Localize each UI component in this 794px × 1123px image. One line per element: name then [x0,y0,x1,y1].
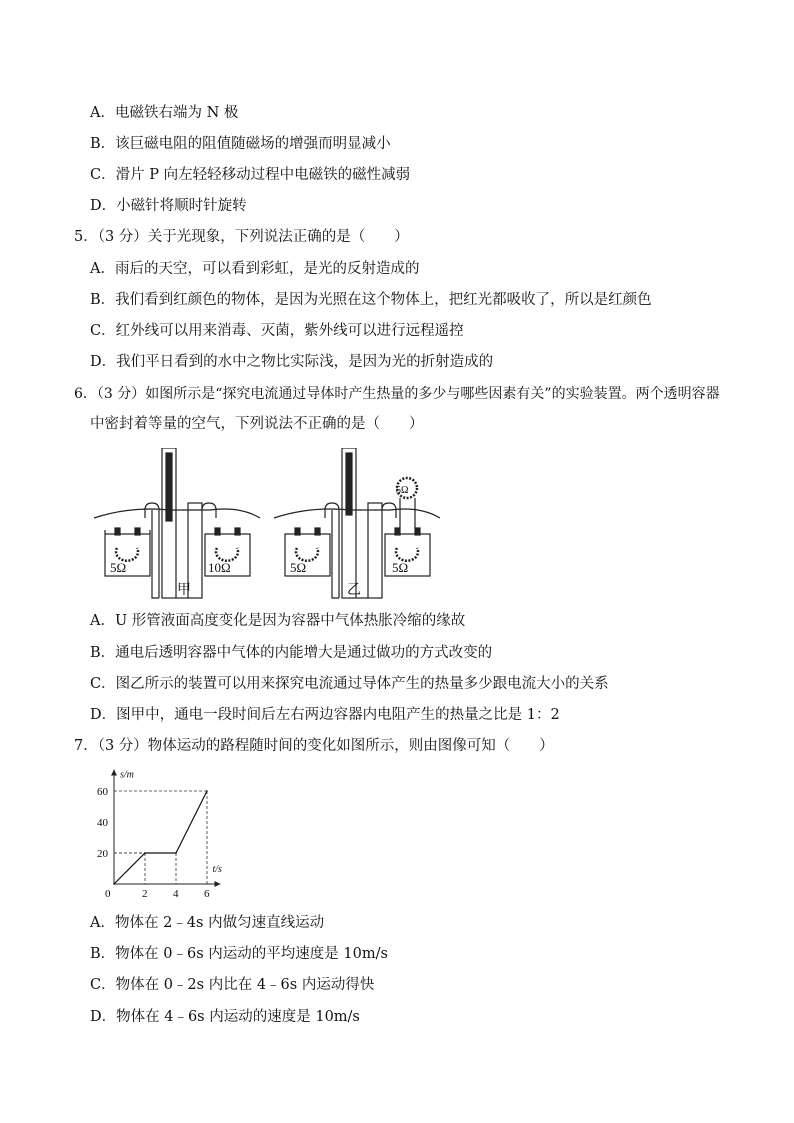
q5-option-a: A．雨后的天空，可以看到彩虹，是光的反射造成的 [90,261,420,277]
x-axis-arrow [215,881,221,887]
x-tick-label: 0 [105,888,111,900]
q7-option-c: C．物体在 0﹣2s 内比在 4﹣6s 内运动得快 [90,977,375,993]
y-tick-label: 40 [97,817,108,829]
series-line [114,791,207,884]
heating-coil-left-yi [296,548,318,561]
q5-stem: 5．（3 分）关于光现象，下列说法正确的是（ ） [74,229,409,245]
q6-option-b: B．通电后透明容器中气体的内能增大是通过做功的方式改变的 [90,645,493,661]
resistor-label-parallel-yi: 5Ω [396,485,409,496]
s-t-graph [96,766,246,901]
q6-apparatus-figure [90,448,440,603]
x-tick-label: 2 [142,888,148,900]
q7-option-b: B．物体在 0﹣6s 内运动的平均速度是 10m/s [90,946,388,962]
data-point [206,790,208,792]
y-tick-label: 60 [97,786,108,798]
heating-coil-right-jia [216,548,238,561]
q6-option-a: A．U 形管液面高度变化是因为容器中气体热胀冷缩的缘故 [90,613,466,629]
data-point [113,883,115,885]
resistor-label-left-jia: 5Ω [110,560,127,575]
q4-option-d: D．小磁针将顺时针旋转 [90,198,247,214]
u-tube-right-yi [368,503,382,598]
heating-coil-left-jia [116,548,138,561]
x-axis-label: t/s [212,864,222,875]
resistor-label-left-yi: 5Ω [290,560,307,575]
y-axis-label: s/m [120,769,134,781]
heating-coil-right-yi [396,548,418,561]
figure-label-yi: 乙 [347,583,361,598]
y-axis-arrow [111,770,117,776]
q6-stem-line2: 中密封着等量的空气，下列说法不正确的是（ ） [90,416,424,432]
q5-option-c: C．红外线可以用来消毒、灭菌，紫外线可以进行远程遥控 [90,323,464,339]
q5-option-b: B．我们看到红颜色的物体，是因为光照在这个物体上，把红光都吸收了，所以是红颜色 [90,292,652,308]
setup-jia [94,448,260,598]
data-point [175,852,177,854]
data-point [144,852,146,854]
resistor-label-right-jia: 10Ω [208,560,231,575]
q4-option-c: C．滑片 P 向左轻轻移动过程中电磁铁的磁性减弱 [90,167,411,183]
figure-label-jia: 甲 [177,583,191,598]
setup-yi [274,448,440,598]
y-tick-label: 20 [97,848,108,860]
resistor-label-right-yi: 5Ω [392,560,409,575]
q7-option-d: D．物体在 4﹣6s 内运动的速度是 10m/s [90,1009,360,1025]
q6-option-c: C．图乙所示的装置可以用来探究电流通过导体产生的热量多少跟电流大小的关系 [90,676,609,692]
x-tick-label: 4 [173,888,179,900]
q6-option-d: D．图甲中，通电一段时间后左右两边容器内电阻产生的热量之比是 1：2 [90,707,560,723]
x-tick-label: 6 [204,888,210,900]
q4-option-a: A．电磁铁右端为 N 极 [90,105,239,121]
q7-option-a: A．物体在 2﹣4s 内做匀速直线运动 [90,915,325,931]
q4-option-b: B．该巨磁电阻的阻值随磁场的增强而明显减小 [90,136,391,152]
q6-stem-line1: 6．（3 分）如图所示是“探究电流通过导体时产生热量的多少与哪些因素有关”的实验装置。两个透明容器 [74,386,720,402]
q5-option-d: D．我们平日看到的水中之物比实际浅，是因为光的折射造成的 [90,354,494,370]
q7-stem: 7．（3 分）物体运动的路程随时间的变化如图所示，则由图像可知（ ） [74,738,554,754]
